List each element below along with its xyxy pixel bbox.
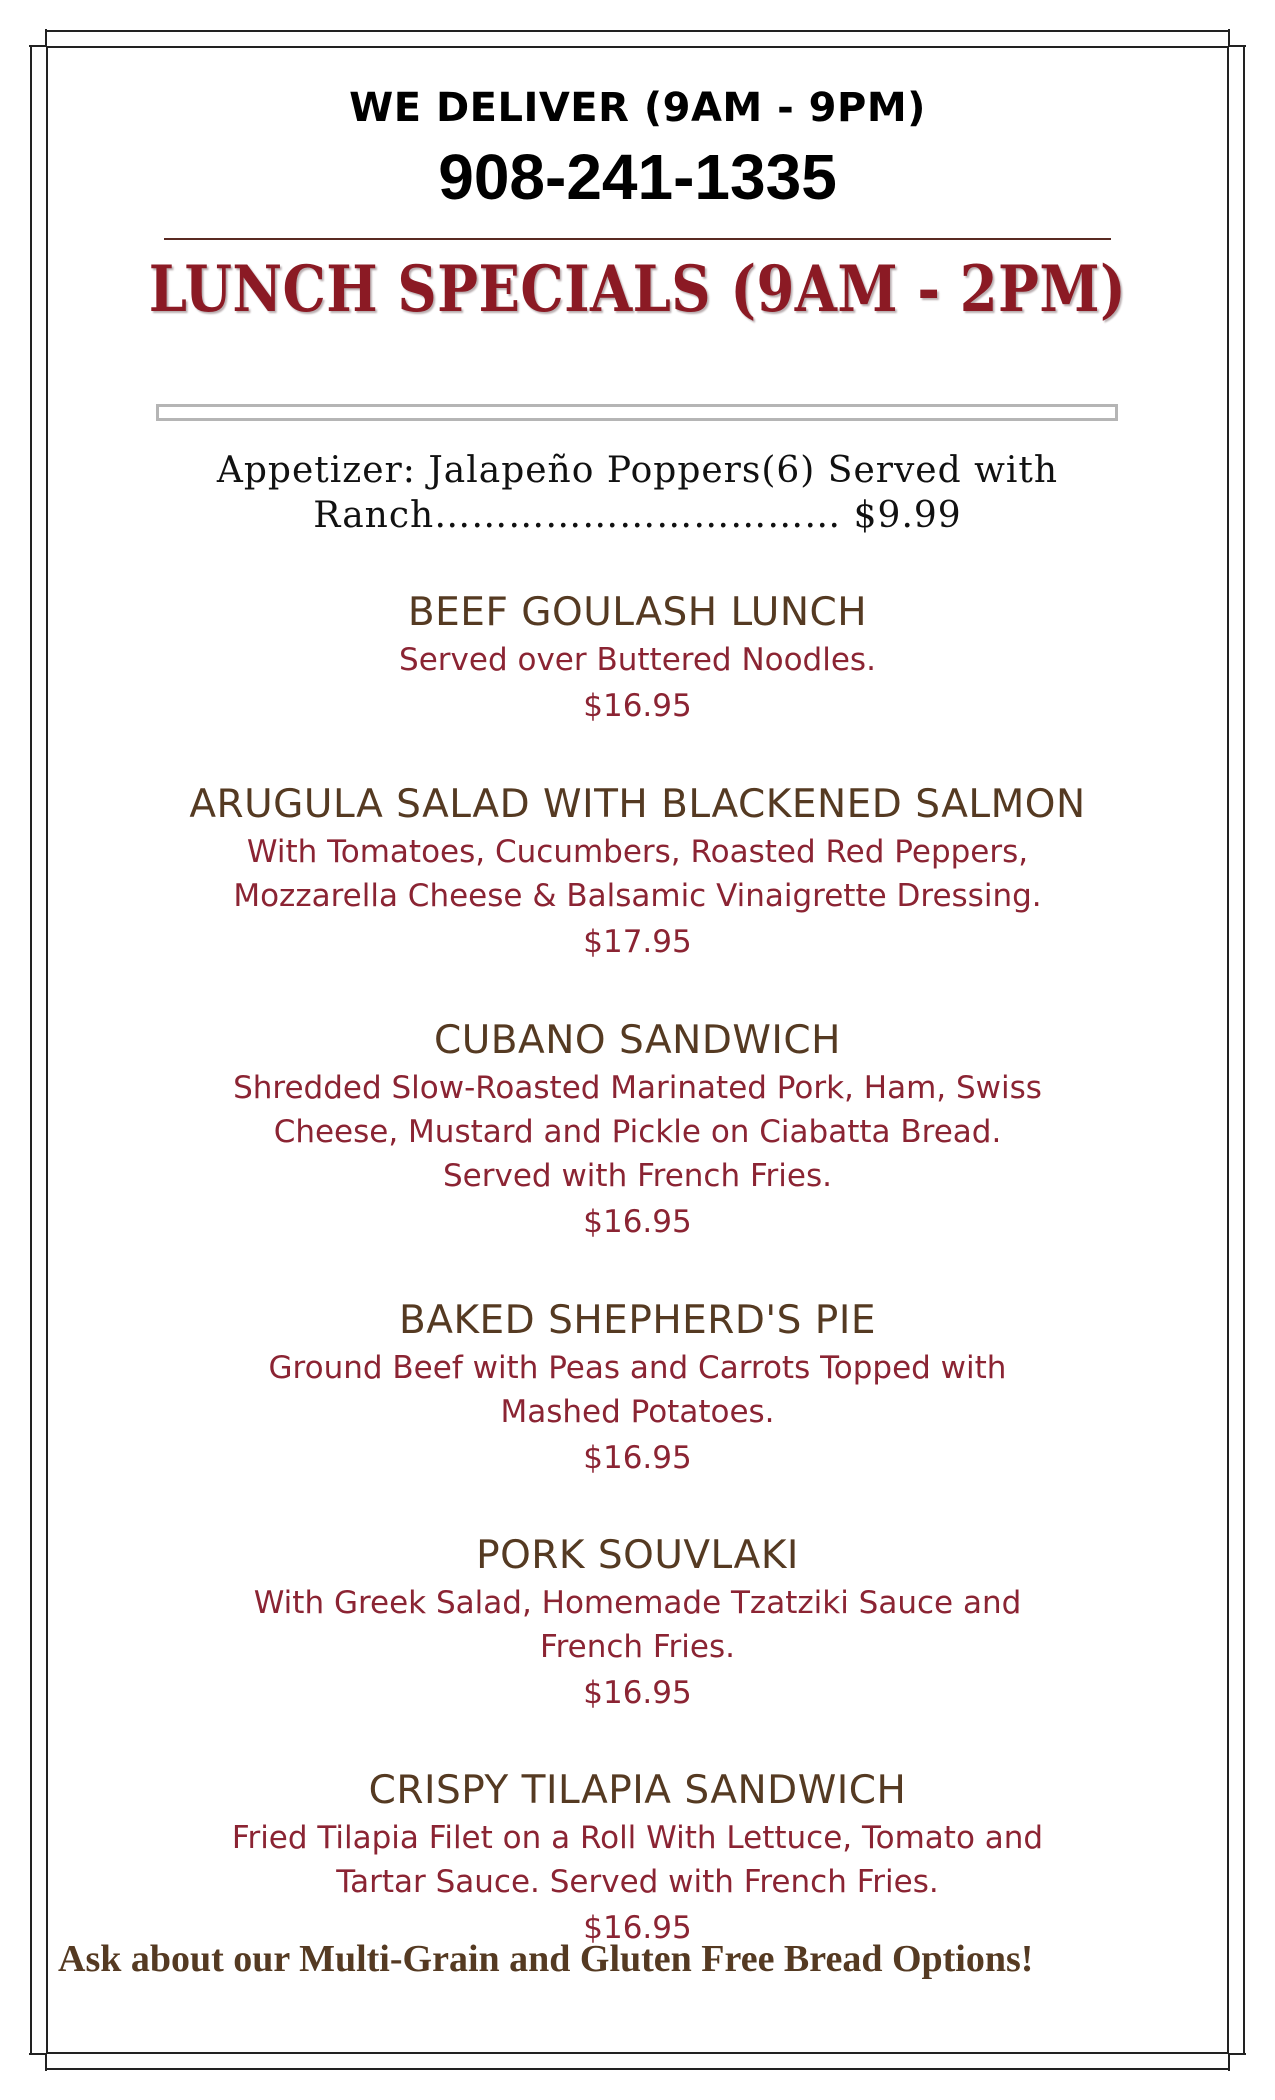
menu-item-price: $16.95 [583,1440,692,1476]
menu-item [60,1018,1215,1244]
border-corner-notch-inner [1228,2053,1238,2063]
menu-item-description-line: Mashed Potatoes. [500,1394,775,1430]
appetizer-line-2: Ranch…………………………… $9.99 [313,495,962,536]
menu-item-description: Served over Buttered Noodles. [399,642,876,678]
menu-item-price: $16.95 [583,688,692,724]
bread-options-note: Ask about our Multi-Grain and Gluten Free Bread Options! [58,1938,1034,1980]
menu-item-description-line: Shredded Slow-Roasted Marinated Pork, Ham, Swiss [233,1070,1042,1106]
menu-item [60,1298,1215,1480]
menu-item-name: BEEF GOULASH LUNCH [407,590,868,635]
menu-item-name: PORK SOUVLAKI [476,1533,799,1578]
menu-item-description-line: Fried Tilapia Filet on a Roll With Lettuce, Tomato and [231,1820,1044,1856]
menu-item-description-line: Cheese, Mustard and Pickle on Ciabatta Bread. [273,1114,1002,1150]
menu-item-description [60,1066,1215,1198]
menu-item-description [60,1816,1215,1904]
menu-item-description-line: Mozzarella Cheese & Balsamic Vinaigrette Dressing. [233,878,1042,914]
menu-item-description [60,1581,1215,1669]
divider-line [164,238,1111,240]
menu-item-description-line: With Tomatoes, Cucumbers, Roasted Red Peppers, [246,834,1029,870]
delivery-hours: WE DELIVER (9AM - 9PM) [349,85,926,131]
border-corner-notch-inner [1228,37,1238,47]
menu-item-description [60,830,1215,918]
menu-item-price: $16.95 [583,1910,692,1946]
menu-item [60,782,1215,964]
menu-item-name: ARUGULA SALAD WITH BLACKENED SALMON [189,782,1086,827]
border-corner-notch-inner [37,37,47,47]
menu-item-price: $16.95 [583,1204,692,1240]
border-corner-notch-inner [37,2053,47,2063]
page-title: LUNCH SPECIALS (9AM - 2PM) [148,252,1127,327]
divider-box [156,404,1118,421]
menu-item-description-line: With Greek Salad, Homemade Tzatziki Sauce and [253,1585,1022,1621]
menu-item-name: BAKED SHEPHERD'S PIE [399,1298,876,1343]
menu-item-price: $17.95 [583,924,692,960]
menu-item-price: $16.95 [583,1675,692,1711]
menu-item [60,1533,1215,1715]
menu-item-name: CRISPY TILAPIA SANDWICH [368,1768,907,1813]
appetizer-line-1: Appetizer: Jalapeño Poppers(6) Served with [216,450,1059,491]
phone-number: 908-241-1335 [438,141,837,213]
menu-item [60,590,1215,728]
menu-item-description [60,1346,1215,1434]
menu-item-description-line: Tartar Sauce. Served with French Fries. [336,1864,939,1900]
menu-item-description-line: Ground Beef with Peas and Carrots Topped with [268,1350,1007,1386]
menu-item [60,1768,1215,1950]
menu-item-description-line: Served with French Fries. [443,1158,832,1194]
appetizer-block [180,448,1095,538]
menu-item-name: CUBANO SANDWICH [434,1018,841,1063]
menu-item-description-line: French Fries. [540,1629,735,1665]
